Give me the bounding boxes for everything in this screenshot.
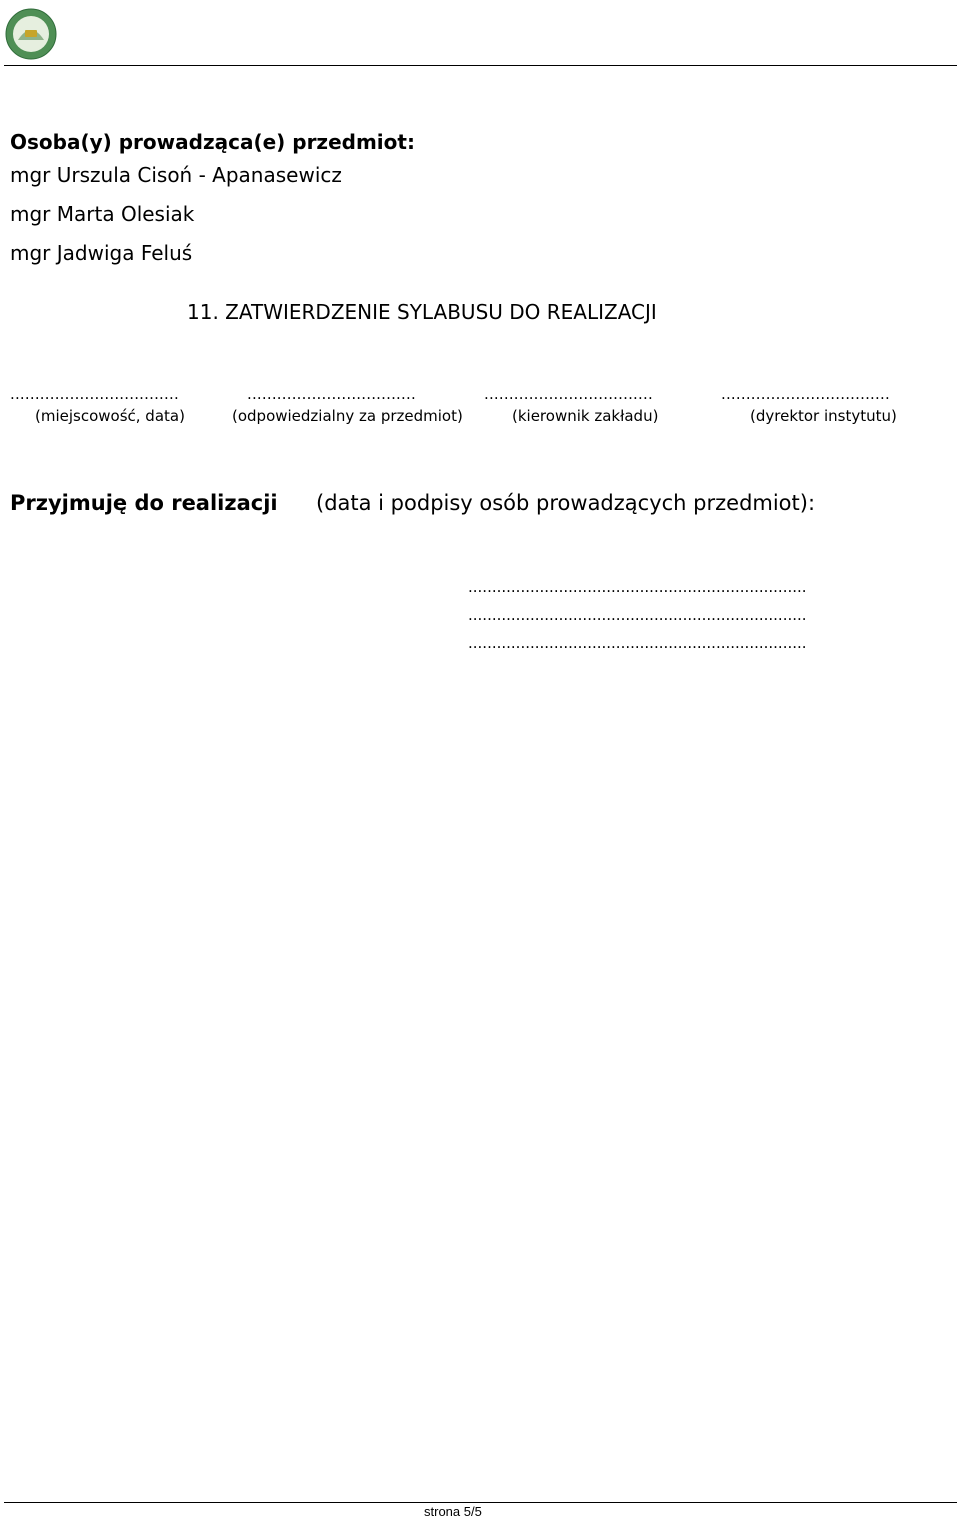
header-divider	[4, 65, 957, 66]
lecturer-name-3: mgr Jadwiga Feluś	[10, 241, 193, 265]
signature-label-place-date: (miejscowość, data)	[35, 407, 185, 425]
signature-line-place-date: ..................................	[10, 385, 179, 403]
lecturer-name-2: mgr Marta Olesiak	[10, 202, 195, 226]
page-number: strona 5/5	[424, 1504, 482, 1519]
footer-divider	[4, 1502, 957, 1503]
acceptance-note: (data i podpisy osób prowadzących przedmiot):	[316, 491, 816, 515]
acceptance-heading: Przyjmuję do realizacji	[10, 491, 278, 515]
lecturer-name-1: mgr Urszula Cisoń - Apanasewicz	[10, 163, 342, 187]
signature-line-department-head: ..................................	[484, 385, 653, 403]
approval-section-title: 11. ZATWIERDZENIE SYLABUSU DO REALIZACJI	[187, 300, 657, 324]
signature-label-responsible: (odpowiedzialny za przedmiot)	[232, 407, 463, 425]
university-seal-logo	[5, 8, 57, 60]
lecturers-heading: Osoba(y) prowadząca(e) przedmiot:	[10, 130, 415, 154]
acceptance-signature-line-1: .......................................................................	[468, 578, 807, 596]
signature-label-institute-director: (dyrektor instytutu)	[750, 407, 897, 425]
seal-center-badge	[25, 30, 37, 37]
acceptance-signature-line-3: .......................................................................	[468, 634, 807, 652]
signature-line-institute-director: ..................................	[721, 385, 890, 403]
acceptance-signature-line-2: .......................................................................	[468, 606, 807, 624]
signature-line-responsible: ..................................	[247, 385, 416, 403]
signature-label-department-head: (kierownik zakładu)	[512, 407, 659, 425]
